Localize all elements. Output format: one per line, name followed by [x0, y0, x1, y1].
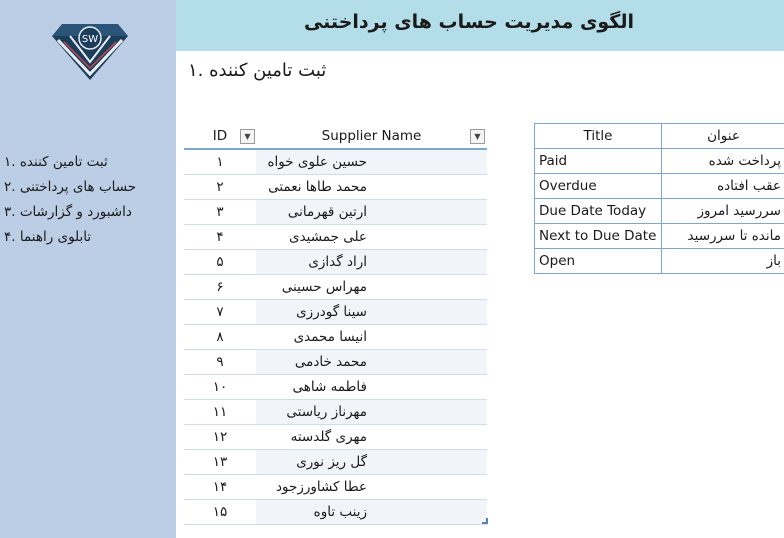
- supplier-name-cell[interactable]: حسین علوی خواه: [256, 149, 487, 175]
- sidebar-item-suppliers[interactable]: ثبت تامین کننده .۱: [4, 154, 108, 170]
- table-row[interactable]: [184, 350, 487, 375]
- table-row[interactable]: [184, 375, 487, 400]
- table-row[interactable]: [184, 325, 487, 350]
- table-row[interactable]: [535, 149, 784, 174]
- supplier-id-cell[interactable]: ۷: [184, 300, 256, 325]
- supplier-name-cell[interactable]: مهراس حسینی: [256, 275, 487, 300]
- status-table-body: [535, 149, 784, 274]
- sidebar-nav: [4, 150, 164, 250]
- supplier-filter-dropdown-icon[interactable]: ▼: [470, 129, 485, 144]
- status-title-cell[interactable]: Next to Due Date: [535, 224, 662, 249]
- table-row[interactable]: [184, 175, 487, 200]
- column-header-id[interactable]: ID ▼: [184, 123, 256, 149]
- supplier-name-cell[interactable]: فاطمه شاهی: [256, 375, 487, 400]
- status-title-fa-cell[interactable]: پرداخت شده: [662, 149, 784, 174]
- sidebar-item-payables[interactable]: حساب های پرداختنی .۲: [4, 179, 137, 195]
- table-row[interactable]: [535, 224, 784, 249]
- status-title-cell[interactable]: Due Date Today: [535, 199, 662, 224]
- supplier-name-cell[interactable]: ارتین قهرمانی: [256, 200, 487, 225]
- status-title-fa-cell[interactable]: سررسید امروز: [662, 199, 784, 224]
- table-row[interactable]: [184, 149, 487, 175]
- supplier-name-cell[interactable]: عطا کشاورزجود: [256, 475, 487, 500]
- table-row[interactable]: [184, 400, 487, 425]
- table-row[interactable]: [535, 249, 784, 274]
- supplier-id-cell[interactable]: ۱۲: [184, 425, 256, 450]
- table-row[interactable]: [184, 500, 487, 525]
- status-title-fa-cell[interactable]: مانده تا سررسید: [662, 224, 784, 249]
- section-title: ثبت تامین کننده .۱: [188, 60, 327, 81]
- supplier-name-cell[interactable]: سینا گودرزی: [256, 300, 487, 325]
- supplier-id-cell[interactable]: ۱۳: [184, 450, 256, 475]
- svg-text:SW: SW: [81, 34, 99, 45]
- supplier-name-cell[interactable]: علی جمشیدی: [256, 225, 487, 250]
- supplier-id-cell[interactable]: ۱۴: [184, 475, 256, 500]
- table-row[interactable]: [535, 174, 784, 199]
- diamond-logo-icon: [48, 18, 132, 82]
- table-resize-handle[interactable]: [482, 518, 488, 524]
- status-table: [534, 123, 784, 274]
- column-header-title: Title: [535, 124, 662, 149]
- supplier-name-cell[interactable]: مهرناز ریاستی: [256, 400, 487, 425]
- status-title-fa-cell[interactable]: عقب افتاده: [662, 174, 784, 199]
- supplier-id-cell[interactable]: ۱۰: [184, 375, 256, 400]
- table-row[interactable]: [184, 475, 487, 500]
- supplier-id-cell[interactable]: ۶: [184, 275, 256, 300]
- supplier-id-cell[interactable]: ۱۵: [184, 500, 256, 525]
- sidebar-item-guide[interactable]: تابلوی راهنما .۴: [4, 229, 92, 245]
- sidebar-item-dashboard[interactable]: داشبورد و گزارشات .۳: [4, 204, 132, 220]
- table-row[interactable]: [184, 200, 487, 225]
- supplier-name-cell[interactable]: مهری گلدسته: [256, 425, 487, 450]
- supplier-name-cell[interactable]: انیسا محمدی: [256, 325, 487, 350]
- header-bar: [176, 0, 784, 51]
- sidebar: [0, 0, 176, 538]
- supplier-id-cell[interactable]: ۳: [184, 200, 256, 225]
- supplier-name-cell[interactable]: زینب تاوه: [256, 500, 487, 525]
- supplier-id-cell[interactable]: ۱۱: [184, 400, 256, 425]
- status-title-cell[interactable]: Overdue: [535, 174, 662, 199]
- status-title-cell[interactable]: Paid: [535, 149, 662, 174]
- page-title: الگوی مدیریت حساب های پرداختنی: [303, 11, 634, 33]
- table-row[interactable]: [184, 450, 487, 475]
- supplier-id-cell[interactable]: ۴: [184, 225, 256, 250]
- supplier-name-cell[interactable]: گل ریز نوری: [256, 450, 487, 475]
- table-row[interactable]: [184, 275, 487, 300]
- supplier-table-body: [184, 149, 487, 525]
- column-header-title-fa: عنوان: [662, 124, 784, 149]
- supplier-id-cell[interactable]: ۹: [184, 350, 256, 375]
- table-row[interactable]: [184, 300, 487, 325]
- supplier-table: [184, 123, 487, 525]
- id-filter-dropdown-icon[interactable]: ▼: [240, 129, 255, 144]
- supplier-name-cell[interactable]: محمد طاها نعمتی: [256, 175, 487, 200]
- status-title-cell[interactable]: Open: [535, 249, 662, 274]
- supplier-name-cell[interactable]: محمد خادمی: [256, 350, 487, 375]
- supplier-id-cell[interactable]: ۱: [184, 149, 256, 175]
- supplier-name-cell[interactable]: اراد گدازی: [256, 250, 487, 275]
- status-title-fa-cell[interactable]: باز: [662, 249, 784, 274]
- table-row[interactable]: [184, 225, 487, 250]
- table-row[interactable]: [184, 425, 487, 450]
- table-row[interactable]: [535, 199, 784, 224]
- supplier-id-cell[interactable]: ۵: [184, 250, 256, 275]
- column-header-supplier-name[interactable]: Supplier Name ▼: [256, 123, 487, 149]
- supplier-id-cell[interactable]: ۸: [184, 325, 256, 350]
- supplier-id-cell[interactable]: ۲: [184, 175, 256, 200]
- table-row[interactable]: [184, 250, 487, 275]
